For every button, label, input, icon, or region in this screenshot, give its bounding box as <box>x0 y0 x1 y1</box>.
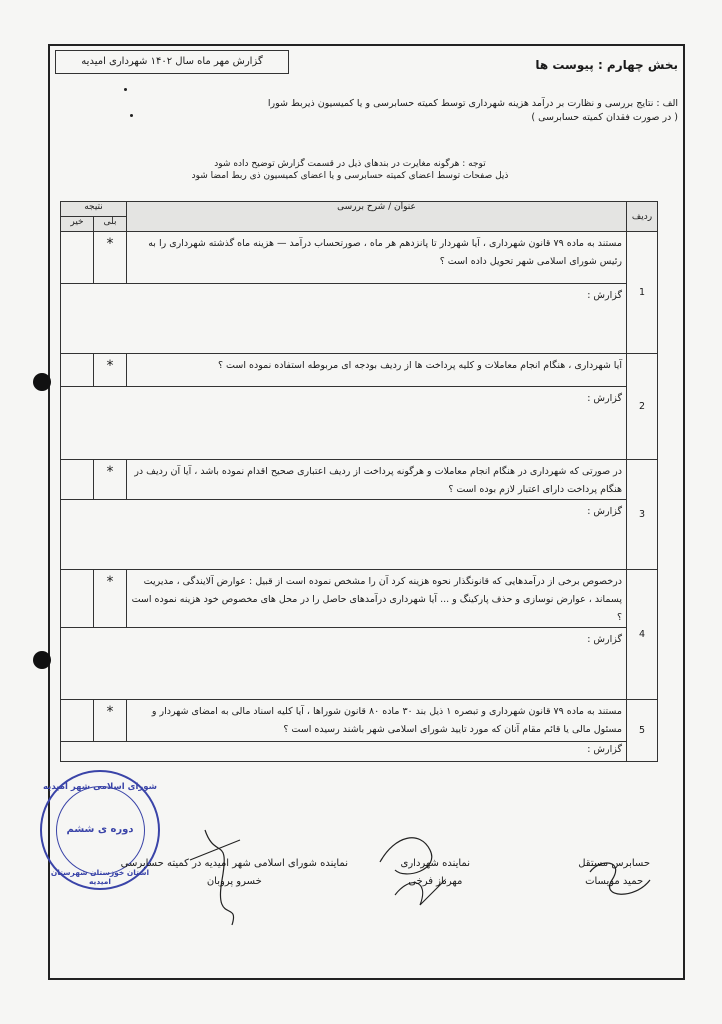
auditor-title: حسابرس مستقل <box>578 858 650 869</box>
intro-line-2: ( در صورت فقدان کمیته حسابرسی ) <box>531 112 678 123</box>
report-period-box: گزارش مهر ماه سال ۱۴۰۲ شهرداری امیدیه <box>55 50 289 74</box>
note-line-1: توجه : هرگونه مغایرت در بندهای ذیل در قسمت گزارش توضیح داده شود <box>214 159 486 169</box>
report-field: گزارش : <box>61 387 627 460</box>
yes-mark: * <box>94 700 127 742</box>
col-header-title: عنوان / شرح بررسی <box>127 202 627 232</box>
row-number: 4 <box>627 570 658 700</box>
report-field: گزارش : <box>61 628 627 700</box>
question-text: مستند به ماده ۷۹ قانون شهرداری ، آیا شهردار تا پانزدهم هر ماه ، صورتحساب درآمد — هزینه ماه گذشته شهرداری را به رئیس شورای اسلامی شهر تحویل داده است ؟ <box>127 232 627 284</box>
report-field: گزارش : <box>61 742 627 762</box>
question-text: درخصوص برخی از درآمدهایی که قانونگذار نحوه هزینه کرد آن را مشخص نموده است از قبیل : عوارض آلایندگی ، مدیریت پسماند ، عوارض نوسازی و حذف پارکینگ و ... آیا شهرداری درآمدهای حاصل را در محل های مخصوص خود هزینه نموده است ؟ <box>127 570 627 628</box>
report-field: گزارش : <box>61 500 627 570</box>
row-number: 1 <box>627 232 658 354</box>
col-header-yes: بلی <box>94 217 127 232</box>
yes-mark: * <box>94 354 127 387</box>
signature-auditor-block <box>578 855 650 891</box>
municipality-title: نماینده شهرداری <box>400 858 470 869</box>
intro-line-1: الف : نتایج بررسی و نظارت بر درآمد هزینه شهرداری توسط کمیته حسابرسی و یا کمیسیون ذیربط شورا <box>267 98 678 109</box>
stamp-top-text: شورای اسلامی شهر امیدیه <box>43 782 157 792</box>
section-title: بخش چهارم : پیوست ها <box>535 58 678 72</box>
stamp-middle-text: دوره ی ششم <box>66 824 134 835</box>
report-field: گزارش : <box>61 284 627 354</box>
yes-mark: * <box>94 460 127 500</box>
col-header-result: نتیجه <box>61 202 127 217</box>
note-line-2: ذیل صفحات توسط اعضای کمیته حسابرسی و یا اعضای کمیسیون ذی ربط امضا شود <box>191 171 509 181</box>
question-text: در صورتی که شهرداری در هنگام انجام معاملات و هرگونه پرداخت از ردیف اعتباری صحیح اقدام نموده باشد ، آیا آن ردیف در هنگام پرداخت دارای اعتبار لازم بوده است ؟ <box>127 460 627 500</box>
stamp-bottom-text: استان خوزستان شهرستان امیدیه <box>50 868 150 886</box>
yes-mark: * <box>94 232 127 284</box>
council-title: نماینده شورای اسلامی شهر امیدیه در کمیته حسابرسی <box>120 858 348 869</box>
question-text: آیا شهرداری ، هنگام انجام معاملات و کلیه پرداخت ها از ردیف بودجه ای مربوطه استفاده نموده است ؟ <box>127 354 627 387</box>
signature-council-block <box>121 855 348 891</box>
row-number: 5 <box>627 700 658 762</box>
council-name: خسرو پروبان <box>206 876 262 887</box>
col-header-row: ردیف <box>627 202 658 232</box>
municipality-name: مهرناز فرخی <box>408 876 463 887</box>
yes-mark: * <box>94 570 127 628</box>
auditor-name: حمید مویسات <box>585 876 644 887</box>
col-header-no: خیر <box>61 217 94 232</box>
signatures-row <box>60 855 660 905</box>
signature-municipality-block <box>401 855 470 891</box>
row-number: 2 <box>627 354 658 460</box>
question-text: مستند به ماده ۷۹ قانون شهرداری و تبصره ۱ ذیل بند ۳۰ ماده ۸۰ قانون شوراها ، آیا کلیه اسناد مالی به امضای شهردار و مسئول مالی یا قائم مقام آنان که مورد تایید شورای اسلامی شهر باشند رسیده است ؟ <box>127 700 627 742</box>
row-number: 3 <box>627 460 658 570</box>
